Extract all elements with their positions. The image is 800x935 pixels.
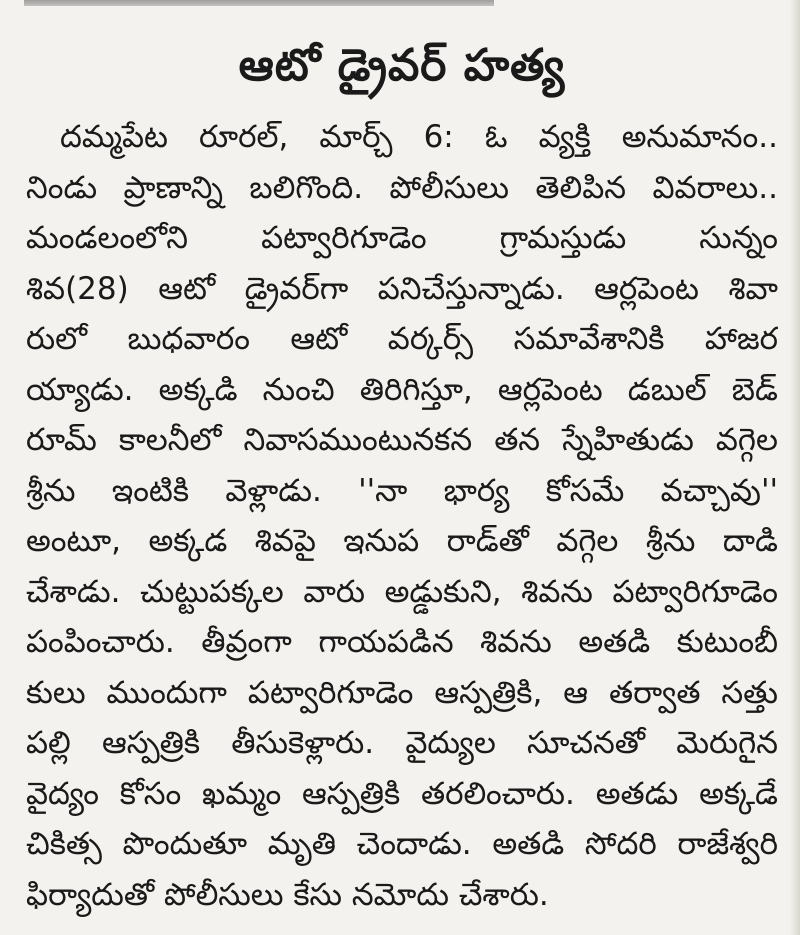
article-line: మండలంలోని పట్వారిగూడెం గ్రామస్తుడు సున్నం: [26, 220, 778, 256]
article-headline: ఆటో డ్రైవర్ హత్య: [238, 40, 566, 91]
page-edge-shadow: [790, 0, 800, 935]
article-line: పంపించారు. తీవ్రంగా గాయపడిన శివను అతడి కుటుంబీ: [26, 624, 778, 660]
article-line: శివ(28) ఆటో డ్రైవర్‌గా పనిచేస్తున్నాడు. ఆర్లపెంట శివా: [26, 270, 778, 307]
article-line: నిండు ప్రాణాన్ని బలిగొంది. పోలీసులు తెలిపిన వివరాలు..: [26, 169, 778, 206]
article-line: దమ్మపేట రూరల్, మార్చ్ 6: ఓ వ్యక్తి అనుమానం..: [60, 119, 778, 155]
article-line: య్యాడు. అక్కడి నుంచి తిరిగిస్తూ, ఆర్లపెంట డబుల్ బెడ్: [26, 371, 778, 408]
article-line: శ్రీను ఇంటికి వెళ్లాడు. ''నా భార్య కోసమే వచ్చావు'': [26, 472, 778, 509]
article-line: పల్లి ఆస్పత్రికి తీసుకెళ్లారు. వైద్యుల సూచనతో మెరుగైన: [26, 725, 778, 761]
article-line: వైద్యం కోసం ఖమ్మం ఆస్పత్రికి తరలించారు. అతడు అక్కడే: [26, 775, 778, 812]
article-body: [26, 112, 778, 920]
article-line: రులో బుధవారం ఆటో వర్కర్స్ సమావేశానికి హాజర: [26, 321, 778, 357]
article-line: చికిత్స పొందుతూ మృతి చెందాడు. అతడి సోదరి రాజేశ్వరి: [26, 826, 778, 862]
article-line: రూమ్ కాలనీలో నివాసముంటునకన తన స్నేహితుడు వగ్గెల: [26, 422, 778, 458]
clipped-previous-text: [24, 0, 494, 6]
article-line: కులు ముందుగా పట్వారిగూడెం ఆస్పత్రికి, ఆ తర్వాత సత్తు: [26, 674, 778, 711]
article-line: ఫిర్యాదుతో పోలీసులు కేసు నమోదు చేశారు.: [26, 876, 549, 913]
article-line: అంటూ, అక్కడ శివపై ఇనుప రాడ్‌తో వగ్గెల శ్రీను దాడి: [26, 523, 778, 559]
article-line: చేశాడు. చుట్టుపక్కల వారు అడ్డుకుని, శివను పట్వారిగూడెం: [26, 573, 778, 610]
news-article: [26, 20, 778, 920]
